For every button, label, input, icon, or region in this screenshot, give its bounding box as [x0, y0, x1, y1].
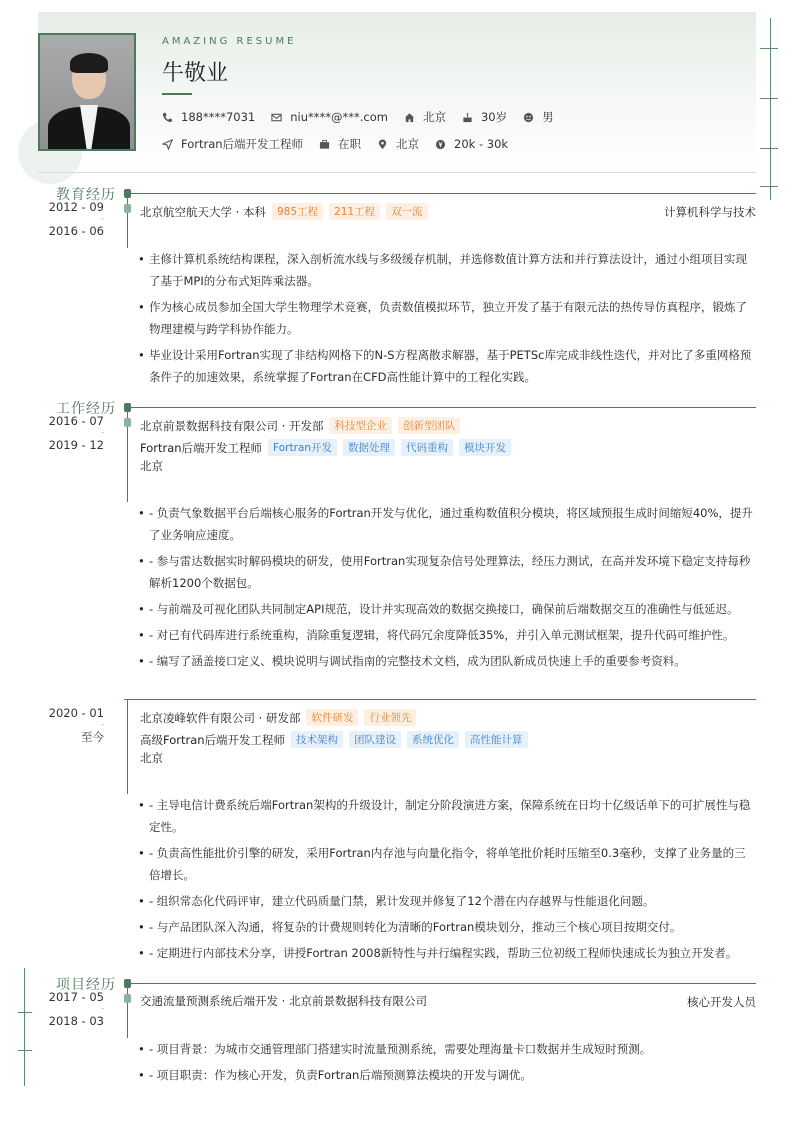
gender-icon	[523, 112, 534, 123]
date-separator: -	[101, 428, 104, 437]
target-city-text: 北京	[396, 137, 420, 151]
school-tag: 211工程	[329, 203, 380, 220]
company-name: 北京凌峰软件有限公司 · 研发部	[140, 710, 301, 725]
date-separator: -	[101, 720, 104, 729]
project-date-end: 2018 - 03	[48, 1014, 104, 1028]
list-item: • - 项目职责：作为核心开发，负责Fortran后端预测算法模块的开发与调优。	[138, 1064, 756, 1086]
candidate-name: 牛敬业	[162, 61, 229, 86]
mail-icon	[271, 112, 282, 123]
send-icon	[162, 139, 173, 150]
school-tag: 985工程	[272, 203, 323, 220]
job-divider	[124, 699, 756, 700]
deco-right-tick	[760, 98, 778, 99]
project-role: 核心开发人员	[687, 995, 756, 1009]
job2-bullets	[138, 794, 756, 968]
deco-left-tick	[18, 1012, 32, 1013]
deco-right-tick	[760, 148, 778, 149]
phone-text: 188****7031	[181, 110, 256, 124]
education-date-end: 2016 - 06	[48, 224, 104, 238]
section-marker	[124, 189, 131, 198]
job2-city	[140, 750, 163, 766]
job2-position-row	[140, 731, 528, 748]
job2-date-end: 至今	[81, 730, 104, 744]
project-section-title: 项目经历	[56, 977, 116, 993]
list-item: • 毕业设计采用Fortran实现了非结构网格下的N-S方程离散求解器，基于PETSc库完成非线性迭代，并对比了多重网格预条件子的加速效果，系统掌握了Fortran在CFD高性能计算中的工程化实践。	[138, 344, 756, 388]
company-tag: 行业领先	[364, 709, 416, 726]
job1-date-start: 2016 - 07	[48, 414, 104, 428]
date-separator: -	[101, 214, 104, 223]
section-divider	[131, 983, 756, 984]
company-name: 北京前景数据科技有限公司 · 开发部	[140, 418, 324, 433]
salary-icon	[435, 139, 446, 150]
job1-date-end: 2019 - 12	[48, 438, 104, 452]
list-item: • - 主导电信计费系统后端Fortran架构的升级设计，制定分阶段演进方案，保障系统在日均十亿级话单下的可扩展性与稳定性。	[138, 794, 756, 838]
contact-row	[162, 109, 570, 125]
skill-tag: Fortran开发	[268, 439, 337, 456]
item-marker	[124, 418, 131, 427]
education-date-start: 2012 - 09	[48, 200, 104, 214]
job2-date-start: 2020 - 01	[48, 706, 104, 720]
education-major: 计算机科学与技术	[664, 205, 756, 219]
work-section-title: 工作经历	[56, 401, 116, 417]
job1-position-row	[140, 439, 511, 456]
company-tag: 科技型企业	[329, 417, 392, 434]
education-school-row	[140, 203, 428, 220]
project-date-start: 2017 - 05	[48, 990, 104, 1004]
resume-tagline: AMAZING RESUME	[162, 36, 297, 47]
education-bullets	[138, 248, 756, 392]
job-intent-row	[162, 136, 524, 152]
list-item: • - 编写了涵盖接口定义、模块说明与调试指南的完整技术文档，成为团队新成员快速上手的重要参考资料。	[138, 650, 756, 672]
skill-tag: 团队建设	[349, 731, 401, 748]
skill-tag: 高性能计算	[465, 731, 528, 748]
timeline-line	[127, 700, 128, 794]
email-text: niu****@***.com	[290, 110, 388, 124]
gender-text: 男	[542, 110, 554, 124]
section-marker	[124, 403, 131, 412]
home-icon	[404, 112, 415, 123]
job1-company-row	[140, 417, 460, 434]
skill-tag: 模块开发	[459, 439, 511, 456]
section-divider	[131, 407, 756, 408]
phone-icon	[162, 112, 173, 123]
list-item: • - 项目背景：为城市交通管理部门搭建实时流量预测系统，需要处理海量卡口数据并生成短时预测。	[138, 1038, 756, 1060]
company-tag: 软件研发	[306, 709, 358, 726]
deco-right-vline	[770, 18, 771, 200]
job2-company-row	[140, 709, 416, 726]
list-item: • - 与前端及可视化团队共同制定API规范，设计并实现高效的数据交换接口，确保前后端数据交互的准确性与低延迟。	[138, 598, 756, 620]
project-name-row	[140, 993, 427, 1009]
skill-tag: 系统优化	[407, 731, 459, 748]
deco-left-vline	[24, 968, 25, 1086]
list-item: • 主修计算机系统结构课程，深入剖析流水线与多级缓存机制，并选修数值计算方法和并行算法设计，通过小组项目实现了基于MPI的分布式矩阵乘法器。	[138, 248, 756, 292]
skill-tag: 数据处理	[343, 439, 395, 456]
salary-text: 20k - 30k	[454, 137, 509, 151]
company-tag: 创新型团队	[398, 417, 461, 434]
target-position-text: Fortran后端开发工程师	[181, 137, 304, 151]
job-position: Fortran后端开发工程师	[140, 440, 263, 455]
briefcase-icon	[319, 139, 330, 150]
job-city: 北京	[140, 459, 163, 473]
list-item: • - 对已有代码库进行系统重构，消除重复逻辑，将代码冗余度降低35%，并引入单元测试框架，提升代码可维护性。	[138, 624, 756, 646]
list-item: • 作为核心成员参加全国大学生物理学术竞赛，负责数值模拟环节，独立开发了基于有限元法的热传导仿真程序，锻炼了物理建模与跨学科协作能力。	[138, 296, 756, 340]
item-marker	[124, 994, 131, 1003]
age-text: 30岁	[480, 110, 508, 124]
list-item: • - 负责气象数据平台后端核心服务的Fortran开发与优化，通过重构数值积分模块，将区域预报生成时间缩短40%，提升了业务响应速度。	[138, 502, 756, 546]
job1-city	[140, 458, 163, 474]
education-section-title: 教育经历	[56, 187, 116, 203]
section-divider	[131, 193, 756, 194]
job-position: 高级Fortran后端开发工程师	[140, 732, 286, 747]
job-city: 北京	[140, 751, 163, 765]
deco-right-tick	[760, 186, 778, 187]
list-item: • - 与产品团队深入沟通，将复杂的计费规则转化为清晰的Fortran模块划分，推动三个核心项目按期交付。	[138, 916, 756, 938]
name-underline	[162, 93, 192, 95]
job1-bullets	[138, 502, 756, 676]
list-item: • - 定期进行内部技术分享，讲授Fortran 2008新特性与并行编程实践，帮助三位初级工程师快速成长为独立开发者。	[138, 942, 756, 964]
project-name: 交通流量预测系统后端开发 · 北京前景数据科技有限公司	[140, 994, 427, 1008]
date-separator: -	[101, 1004, 104, 1013]
list-item: • - 组织常态化代码评审，建立代码质量门禁，累计发现并修复了12个潜在内存越界与性能退化问题。	[138, 890, 756, 912]
deco-left-tick	[18, 1050, 32, 1051]
profile-photo	[38, 33, 136, 151]
school-tag: 双一流	[386, 203, 428, 220]
home-city-text: 北京	[422, 110, 446, 124]
header-divider	[38, 172, 756, 173]
employment-status-text: 在职	[338, 137, 362, 151]
project-bullets	[138, 1038, 756, 1090]
list-item: • - 参与雷达数据实时解码模块的研发，使用Fortran实现复杂信号处理算法，经压力测试，在高并发环境下稳定支持每秒解析1200个数据包。	[138, 550, 756, 594]
list-item: • - 负责高性能批价引擎的研发，采用Fortran内存池与向量化指令，将单笔批价耗时压缩至0.3毫秒，支撑了业务量的三倍增长。	[138, 842, 756, 886]
location-icon	[377, 139, 388, 150]
school-name: 北京航空航天大学 · 本科	[140, 204, 266, 219]
skill-tag: 技术架构	[291, 731, 343, 748]
item-marker	[124, 204, 131, 213]
deco-right-tick	[760, 48, 778, 49]
skill-tag: 代码重构	[401, 439, 453, 456]
section-marker	[124, 979, 131, 988]
cake-icon	[462, 112, 473, 123]
